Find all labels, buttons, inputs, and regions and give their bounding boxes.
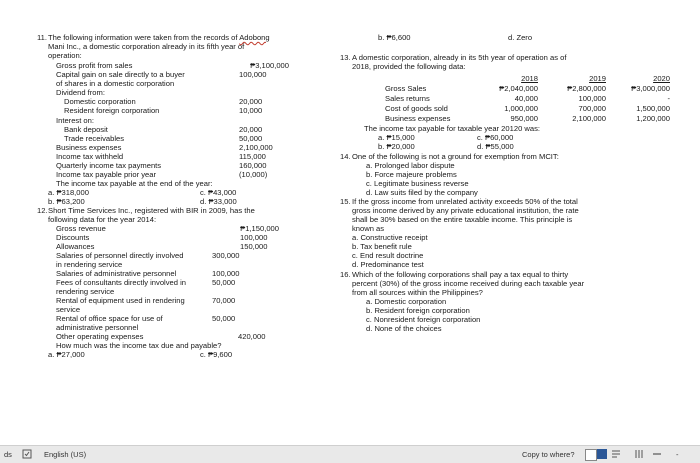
q11-company-misspelled: Adobong <box>239 33 270 42</box>
q11-item-label: of shares in a domestic corporation <box>56 79 175 88</box>
q11-item-label: Trade receivables <box>64 134 125 143</box>
q16-option: a. Domestic corporation <box>366 297 447 306</box>
q13-cell: 1,500,000 <box>636 104 670 113</box>
q11-question: The income tax payable at the end of the year: <box>56 179 213 188</box>
q12-item-label: Other operating expenses <box>56 332 144 341</box>
q12-item-label: service <box>56 305 81 314</box>
q11-item-label: Capital gain on sale directly to a buyer <box>56 70 185 79</box>
q13-cell: ₱3,000,000 <box>631 84 670 93</box>
q12-item-value: 420,000 <box>238 332 266 341</box>
q11-line2: Mani Inc., a domestic corporation already in its fifth year of <box>48 42 245 51</box>
q14-option: a. Prolonged labor dispute <box>366 161 455 170</box>
q15-line: shall be 30% based on the entire taxable income. This principle is <box>352 215 573 224</box>
q15-number: 15. <box>340 197 351 206</box>
top-choice-b: b. ₱6,600 <box>378 33 411 42</box>
q12-item-label: administrative personnel <box>56 323 139 332</box>
q11-item-label: Income tax withheld <box>56 152 124 161</box>
proofing-icon[interactable] <box>22 449 32 459</box>
q16-line: from all sources within the Philippines? <box>352 288 483 297</box>
q11-item-value: 20,000 <box>239 125 263 134</box>
q11-line1: The following information were taken from the records of Adobong <box>48 33 270 42</box>
q12-item-label: Gross revenue <box>56 224 106 233</box>
q11-item-value: 50,000 <box>239 134 263 143</box>
q12-item-label: in rendering service <box>56 260 123 269</box>
zoom-slider[interactable]: - <box>676 450 679 459</box>
q13-number: 13. <box>340 53 351 62</box>
q15-line: known as <box>352 224 385 233</box>
q14-text: One of the following is not a ground for exemption from MCIT: <box>352 152 559 161</box>
print-layout-icon[interactable] <box>597 449 607 459</box>
q11-item-label: Quarterly income tax payments <box>56 161 162 170</box>
q12-item-label: Discounts <box>56 233 90 242</box>
q11-item-label: Interest on: <box>56 116 94 125</box>
q13-line1: A domestic corporation, already in its 5th year of operation as of <box>352 53 567 62</box>
q11-item-value: 115,000 <box>239 152 266 161</box>
q13-cell: 2,100,000 <box>572 114 606 123</box>
q11-item-label: Income tax payable prior year <box>56 170 157 179</box>
q12-item-label: rendering service <box>56 287 115 296</box>
q12-choice-c: c. ₱9,600 <box>200 350 233 359</box>
q13-cell: 1,000,000 <box>504 104 538 113</box>
q16-line: Which of the following corporations shall pay a tax equal to thirty <box>352 270 569 279</box>
q15-line: gross income derived by any private educational institution, the rate <box>352 206 579 215</box>
q11-item-label: Domestic corporation <box>64 97 136 106</box>
focus-mode-icon[interactable] <box>585 449 597 461</box>
q13-cell: 40,000 <box>514 94 538 103</box>
q13-row-label: Gross Sales <box>385 84 427 93</box>
q14-option: d. Law suits filed by the company <box>366 188 478 197</box>
q13-choice-b: b. ₱20,000 <box>378 142 415 151</box>
q11-item-value: 2,100,000 <box>239 143 273 152</box>
q13-choice-a: a. ₱15,000 <box>378 133 415 142</box>
q12-line1: Short Time Services Inc., registered with BIR in 2009, has the <box>48 206 255 215</box>
q16-option: d. None of the choices <box>366 324 442 333</box>
q13-year-header: 2019 <box>589 74 606 83</box>
q13-cell: ₱2,800,000 <box>567 84 606 93</box>
q11-choice-b: b. ₱63,200 <box>48 197 85 206</box>
web-layout-icon[interactable] <box>611 449 621 459</box>
q13-cell: 700,000 <box>578 104 606 113</box>
zoom-out-icon[interactable] <box>652 449 662 459</box>
q12-item-value: ₱1,150,000 <box>240 224 279 233</box>
q12-item-label: Allowances <box>56 242 95 251</box>
q12-item-value: 50,000 <box>212 278 236 287</box>
q13-cell: ₱2,040,000 <box>499 84 538 93</box>
q16-option: c. Nonresident foreign corporation <box>366 315 481 324</box>
word-count[interactable]: ds <box>4 450 12 459</box>
q11-item-value: 20,000 <box>239 97 263 106</box>
q13-year-header: 2020 <box>653 74 670 83</box>
q12-item-value: 100,000 <box>240 233 268 242</box>
language-indicator[interactable]: English (US) <box>44 450 87 459</box>
q11-line3: operation: <box>48 51 82 60</box>
status-bar <box>0 445 700 463</box>
q13-line2: 2018, provided the following data: <box>352 62 466 71</box>
q13-row-label: Sales returns <box>385 94 430 103</box>
q16-line: percent (30%) of the gross income received during each taxable year <box>352 279 585 288</box>
q12-item-value: 300,000 <box>212 251 240 260</box>
q11-item-label: Gross profit from sales <box>56 61 133 70</box>
top-choice-d: d. Zero <box>508 33 533 42</box>
q13-cell: 1,200,000 <box>636 114 670 123</box>
q11-item-value: 100,000 <box>239 70 267 79</box>
q13-cell: 100,000 <box>578 94 606 103</box>
q12-item-value: 150,000 <box>240 242 268 251</box>
q12-item-value: 50,000 <box>212 314 236 323</box>
q12-item-label: Salaries of personnel directly involved <box>56 251 184 260</box>
q11-item-value: (10,000) <box>239 170 268 179</box>
q12-choice-a: a. ₱27,000 <box>48 350 85 359</box>
q13-choice-c: c. ₱60,000 <box>477 133 514 142</box>
q16-option: b. Resident foreign corporation <box>366 306 470 315</box>
q12-question: How much was the income tax due and payable? <box>56 341 222 350</box>
q13-choice-d: d. ₱55,000 <box>477 142 514 151</box>
q14-option: c. Legitimate business reverse <box>366 179 469 188</box>
q11-choice-a: a. ₱318,000 <box>48 188 89 197</box>
q11-choice-c: c. ₱43,000 <box>200 188 237 197</box>
q16-number: 16. <box>340 270 351 279</box>
q13-year-header: 2018 <box>521 74 538 83</box>
q12-item-label: Rental of office space for use of <box>56 314 163 323</box>
q13-cell: - <box>667 94 670 103</box>
q12-number: 12. <box>37 206 48 215</box>
q12-item-value: 70,000 <box>212 296 236 305</box>
q11-item-value: 10,000 <box>239 106 263 115</box>
q11-item-value: ₱3,100,000 <box>250 61 289 70</box>
q13-question: The income tax payable for taxable year 20120 was: <box>364 124 541 133</box>
q12-line2: following data for the year 2014: <box>48 215 157 224</box>
q12-item-label: Fees of consultants directly involved in <box>56 278 187 287</box>
q13-row-label: Business expenses <box>385 114 451 123</box>
q11-choice-d: d. ₱33,000 <box>200 197 237 206</box>
q15-option: c. End result doctrine <box>352 251 424 260</box>
q11-item-label: Bank deposit <box>64 125 108 134</box>
q11-item-value: 160,000 <box>239 161 267 170</box>
q11-item-label: Resident foreign corporation <box>64 106 160 115</box>
read-mode-icon[interactable] <box>634 449 644 459</box>
q15-option: b. Tax benefit rule <box>352 242 412 251</box>
q11-item-label: Dividend from: <box>56 88 105 97</box>
q11-item-label: Business expenses <box>56 143 122 152</box>
q12-item-label: Rental of equipment used in rendering <box>56 296 185 305</box>
q12-item-label: Salaries of administrative personnel <box>56 269 177 278</box>
q13-cell: 950,000 <box>510 114 538 123</box>
copy-to-prompt[interactable]: Copy to where? <box>522 450 575 459</box>
q13-row-label: Cost of goods sold <box>385 104 448 113</box>
q12-item-value: 100,000 <box>212 269 240 278</box>
q15-option: a. Constructive receipt <box>352 233 428 242</box>
q14-number: 14. <box>340 152 351 161</box>
q11-number: 11. <box>37 33 47 42</box>
q14-option: b. Force majeure problems <box>366 170 457 179</box>
q15-option: d. Predominance test <box>352 260 424 269</box>
q15-line: If the gross income from unrelated activity exceeds 50% of the total <box>352 197 578 206</box>
